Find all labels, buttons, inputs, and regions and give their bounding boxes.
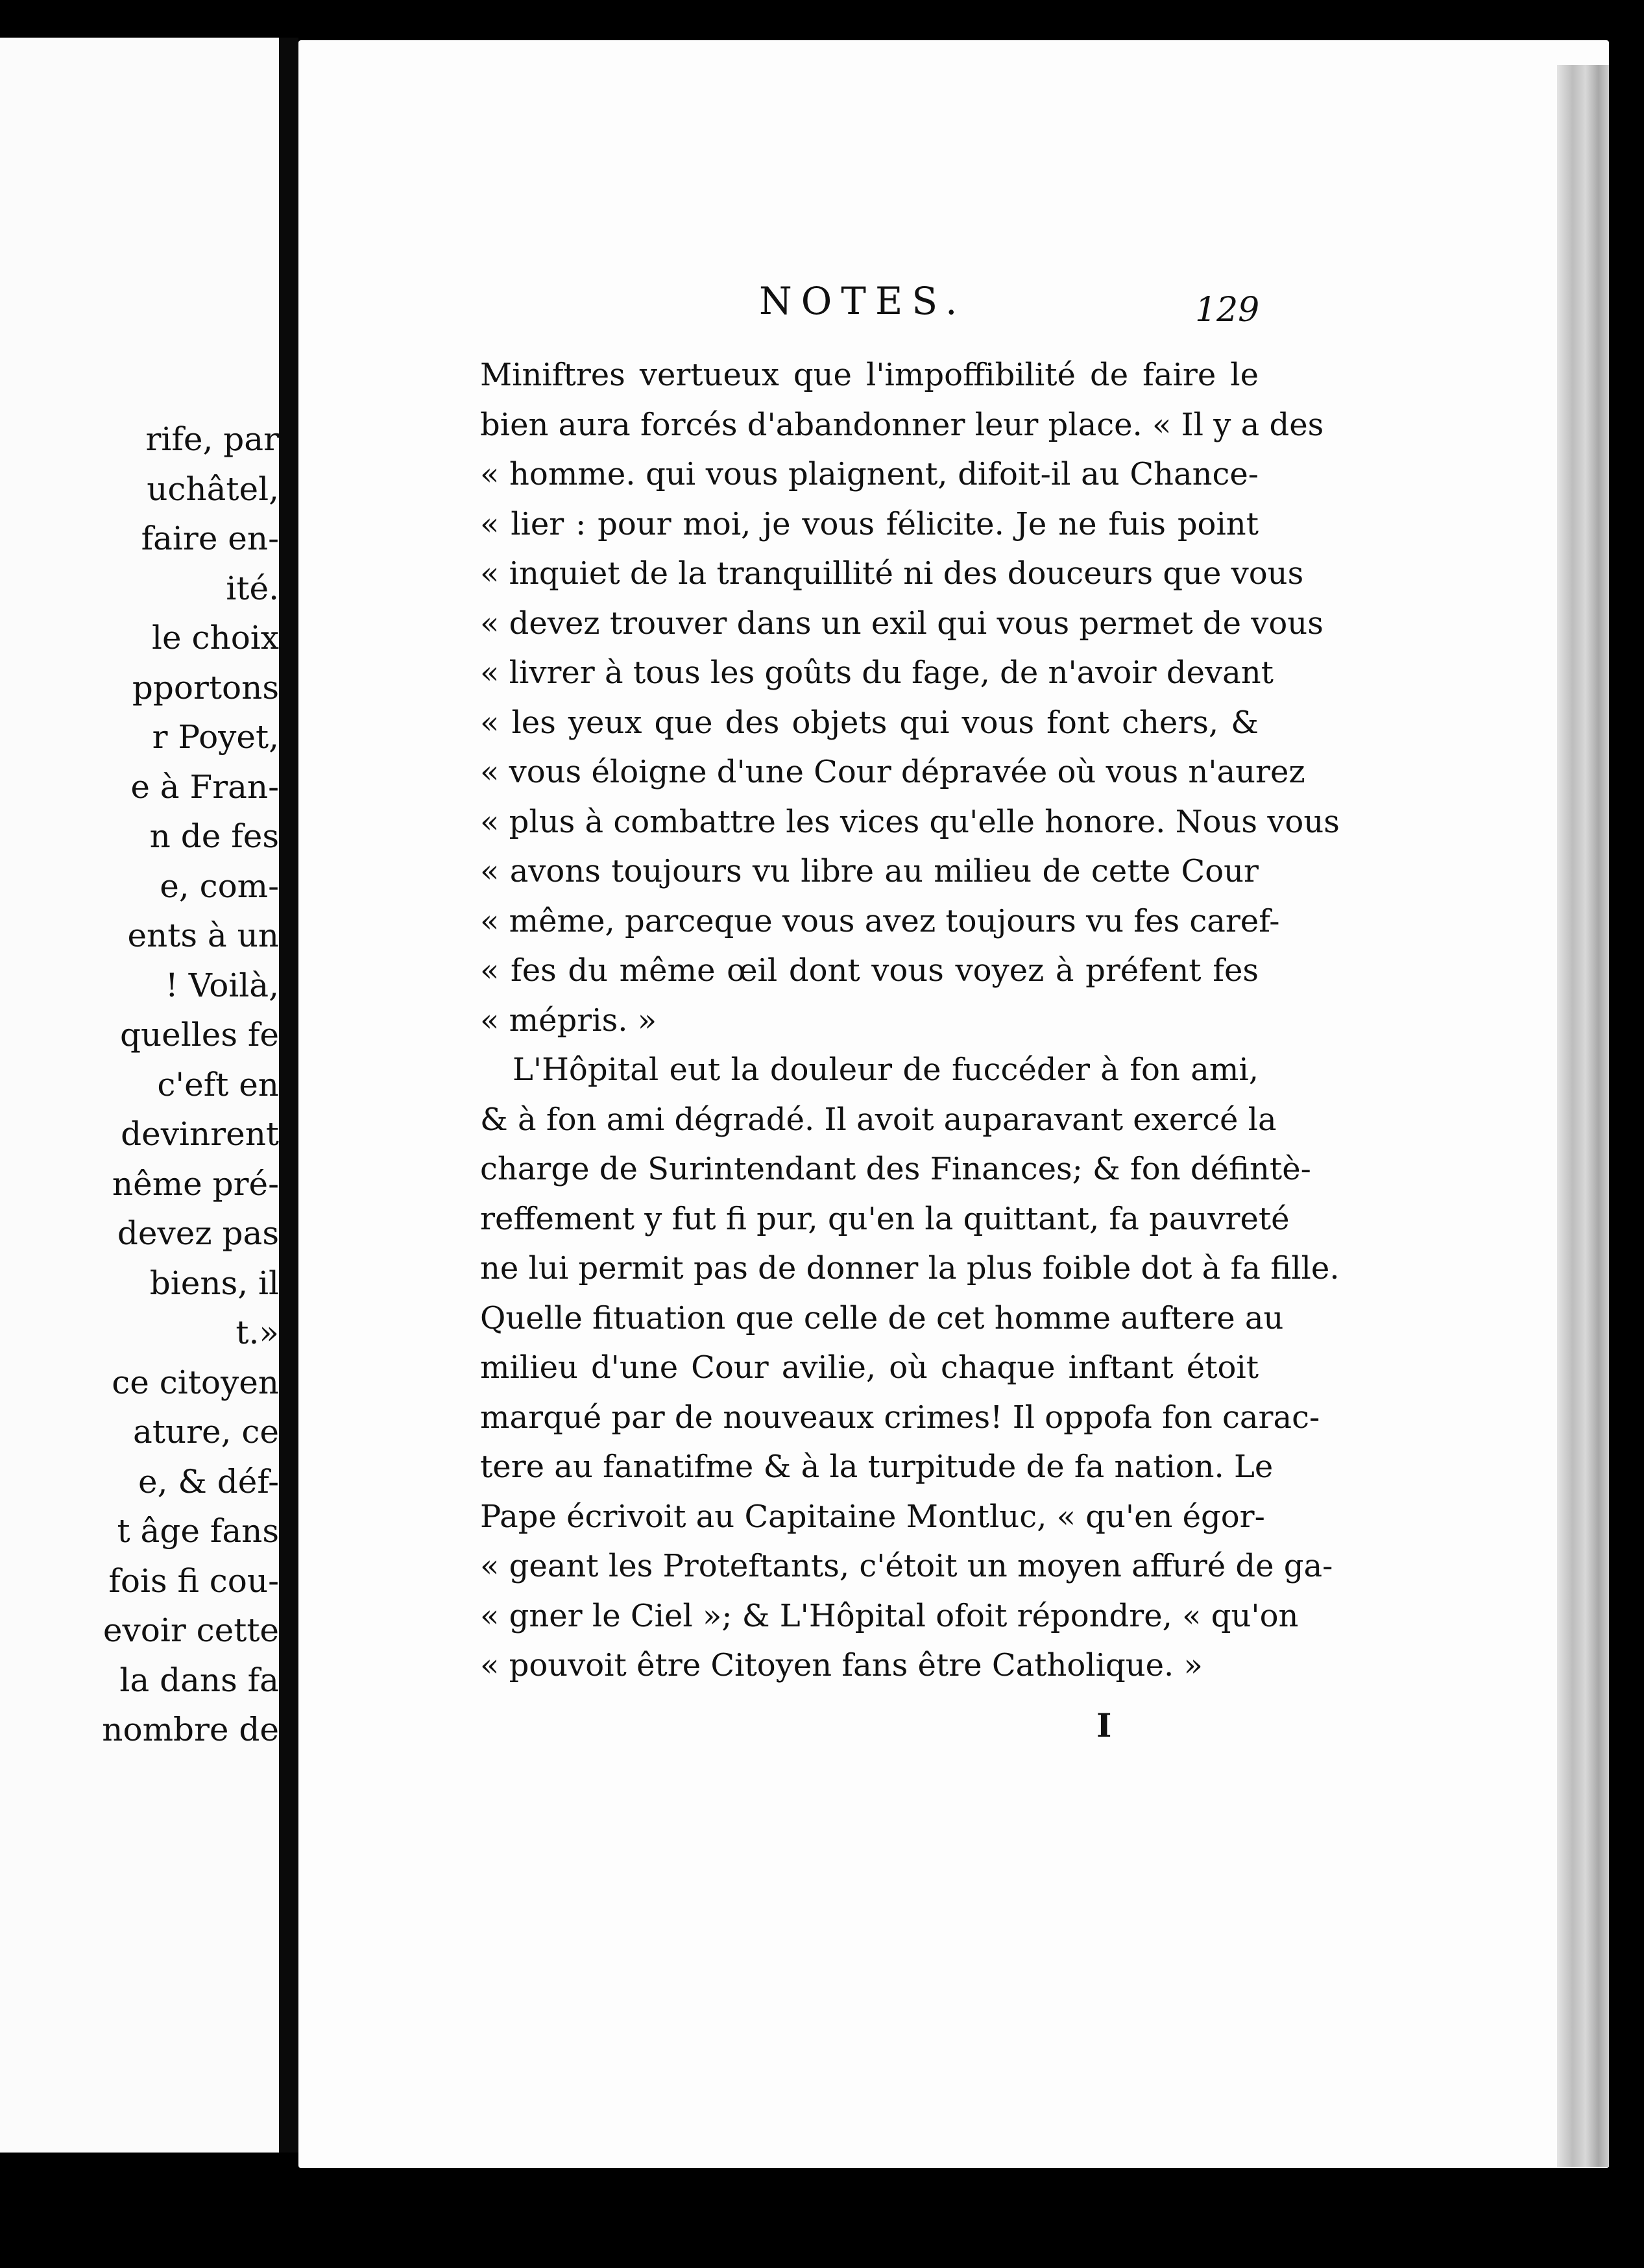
left-page-fragment: fois fi cou- bbox=[108, 1562, 279, 1600]
text-line: « vous éloigne d'une Cour dépravée où vous n'aurez bbox=[480, 754, 1305, 790]
text-line: tere au fanatifme & à la turpitude de fa nation. Le bbox=[480, 1449, 1274, 1485]
text-line: « homme. qui vous plaignent, difoit-il au Chance- bbox=[480, 456, 1259, 492]
left-facing-page bbox=[0, 38, 279, 2153]
left-page-fragment: ! Voilà, bbox=[165, 966, 279, 1004]
text-line: « devez trouver dans un exil qui vous permet de vous bbox=[480, 605, 1324, 642]
text-line: « gner le Ciel »; & L'Hôpital ofoit répondre, « qu'on bbox=[480, 1597, 1299, 1634]
left-page-fragment: ents à un bbox=[127, 917, 279, 954]
running-head: NOTES. bbox=[759, 279, 967, 323]
text-line: « plus à combattre les vices qu'elle honore. Nous vous bbox=[480, 803, 1340, 840]
left-page-fragment: rife, par bbox=[145, 420, 279, 458]
text-line: Quelle fituation que celle de cet homme aufterе au bbox=[480, 1299, 1284, 1336]
left-page-fragment: ce citoyen bbox=[112, 1363, 279, 1401]
left-page-fragment: la dans fa bbox=[119, 1661, 279, 1699]
left-page-fragment: nême pré- bbox=[112, 1164, 279, 1203]
text-line: « même, parceque vous avez toujours vu fes caref- bbox=[480, 902, 1280, 939]
left-page-fragment: e, & déf- bbox=[138, 1462, 279, 1501]
left-page-fragment: faire en- bbox=[141, 520, 279, 557]
left-page-fragment: devez pas bbox=[117, 1214, 279, 1252]
text-line: « mépris. » bbox=[480, 1002, 657, 1039]
left-page-fragment: quelles fe bbox=[119, 1016, 279, 1054]
text-line: milieu d'une Cour avilie, où chaque inftant étoit bbox=[480, 1349, 1259, 1386]
text-line: & à fon ami dégradé. Il avoit auparavant exercé la bbox=[480, 1101, 1277, 1138]
text-line: Miniftres vertueux que l'impoffibilité de faire le bbox=[480, 357, 1259, 393]
text-line: « avons toujours vu libre au milieu de cette Cour bbox=[480, 853, 1259, 889]
text-line: « fes du même œil dont vous voyez à préfent fes bbox=[480, 952, 1259, 989]
left-page-fragment: e, com- bbox=[160, 867, 279, 905]
left-page-fragment: le choix bbox=[152, 619, 279, 657]
text-line: « livrer à tous les goûts du fage, de n'avoir devant bbox=[480, 655, 1274, 691]
left-page-fragment: t âge fans bbox=[117, 1512, 279, 1550]
text-line: « les yeux que des objets qui vous font chers, & bbox=[480, 704, 1259, 741]
page-number: 129 bbox=[1195, 291, 1260, 330]
left-page-fragment: r Poyet, bbox=[152, 718, 279, 756]
left-page-fragment: ature, ce bbox=[133, 1413, 279, 1451]
text-line: « inquiet de la tranquillité ni des douceurs que vous bbox=[480, 555, 1304, 592]
left-page-fragment: ité. bbox=[226, 569, 279, 607]
text-line: « lier : pour moi, je vous félicite. Je ne fuis point bbox=[480, 505, 1259, 542]
signature-mark: I bbox=[1096, 1706, 1112, 1744]
body-text bbox=[480, 350, 1340, 1691]
text-line: bien aura forcés d'abandonner leur place. « Il y a des bbox=[480, 406, 1324, 443]
left-page-fragment: nombre de bbox=[102, 1711, 279, 1748]
left-page-fragment: n de fes bbox=[149, 817, 279, 855]
page-edge-stack bbox=[1557, 65, 1609, 2167]
text-line: marqué par de nouveaux crimes! Il oppofa fon carac- bbox=[480, 1399, 1320, 1436]
left-page-fragment: evoir cette bbox=[103, 1611, 279, 1649]
left-page-fragment: biens, il bbox=[149, 1264, 279, 1302]
left-page-fragment: c'eft en bbox=[157, 1065, 279, 1104]
text-line: « geant les Proteftants, c'étoit un moyen affuré de ga- bbox=[480, 1548, 1333, 1584]
left-page-fragment: e à Fran- bbox=[130, 767, 279, 806]
text-line: L'Hôpital eut la douleur de fuccéder à fon ami, bbox=[513, 1052, 1259, 1088]
text-line: ne lui permit pas de donner la plus foible dot à fa fille. bbox=[480, 1250, 1340, 1286]
text-line: charge de Surintendant des Finances; & fon défintè- bbox=[480, 1151, 1311, 1187]
left-page-fragment: t.» bbox=[236, 1314, 279, 1351]
left-page-fragment: devinrent bbox=[121, 1115, 279, 1153]
text-line: « pouvoit être Citoyen fans être Catholique. » bbox=[480, 1647, 1203, 1683]
text-line: reffement y fut fi pur, qu'en la quittant, fa pauvreté bbox=[480, 1200, 1290, 1237]
book-gutter bbox=[279, 38, 298, 2153]
left-page-fragment: uchâtel, bbox=[147, 470, 279, 508]
text-line: Pape écrivoit au Capitaine Montluc, « qu'en égor- bbox=[480, 1498, 1265, 1535]
left-page-fragment: pportons bbox=[132, 668, 279, 706]
